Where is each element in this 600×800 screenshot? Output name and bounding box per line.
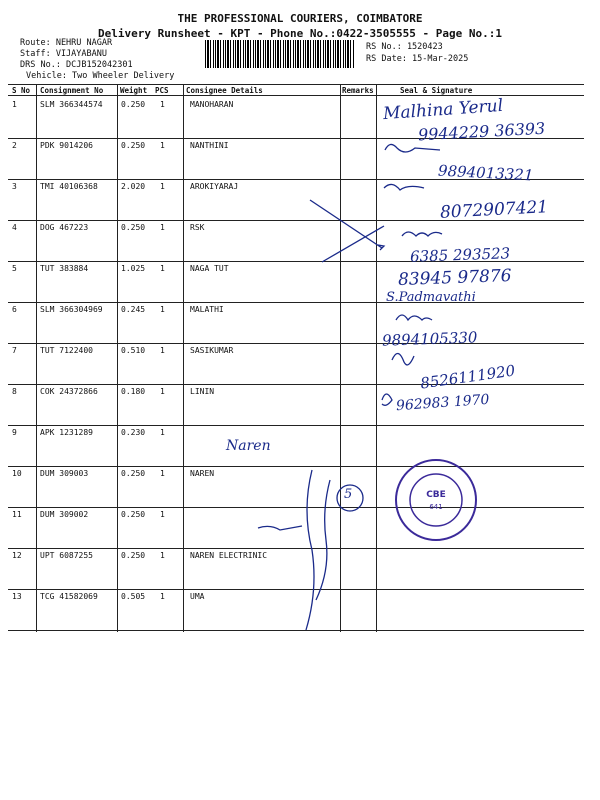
col-divider	[376, 84, 377, 632]
row-pcs: 1	[160, 305, 165, 314]
row-sno: 1	[12, 100, 17, 109]
row-consignment-no: UPT 6087255	[40, 551, 93, 560]
row-consignment-no: DOG 467223	[40, 223, 89, 232]
barcode	[205, 40, 355, 68]
handwritten-phone-2: 9894013321	[437, 161, 534, 185]
handwritten-phone-7: 8526111920	[419, 361, 517, 393]
row-weight: 0.510	[121, 346, 146, 355]
row-sno: 3	[12, 182, 17, 191]
handwritten-phone-5: 83945 97876	[397, 266, 512, 290]
row-weight: 0.230	[121, 428, 146, 437]
handwritten-phone-8: 962983 1970	[395, 391, 490, 415]
row-sno: 4	[12, 223, 17, 232]
row-divider	[8, 589, 584, 590]
row-consignee: RSK	[190, 223, 205, 232]
row-pcs: 1	[160, 223, 165, 232]
row-divider	[8, 343, 584, 344]
row-consignee: NAGA TUT	[190, 264, 229, 273]
row-consignment-no: TMI 40106368	[40, 182, 98, 191]
handwritten-note-naren: Naren	[226, 438, 271, 454]
signature-scribble-6	[396, 315, 432, 320]
signature-scribble-8	[382, 394, 392, 405]
col-divider	[117, 84, 118, 632]
vehicle-label: Vehicle: Two Wheeler Delivery	[26, 71, 175, 81]
cross-stroke-a	[310, 200, 382, 248]
arrow-head	[378, 245, 384, 250]
signature-scribble-2	[385, 144, 440, 152]
row-consignment-no: DUM 309003	[40, 469, 89, 478]
row-consignee: NAREN	[190, 469, 215, 478]
row-consignment-no: TCG 41582069	[40, 592, 98, 601]
signature-row-1: Malhina Yerul	[382, 95, 504, 125]
col-header-remarks: Remarks	[342, 86, 374, 95]
row-consignee: NANTHINI	[190, 141, 229, 150]
handwritten-phone-1: 9944229 36393	[417, 118, 546, 145]
row-consignee: NAREN ELECTRINIC	[190, 551, 268, 560]
row-weight: 0.250	[121, 510, 146, 519]
row-pcs: 1	[160, 264, 165, 273]
row-weight: 0.250	[121, 100, 146, 109]
row-consignee: MANOHARAN	[190, 100, 234, 109]
row-divider	[8, 220, 584, 221]
row-consignment-no: COK 24372866	[40, 387, 98, 396]
row-pcs: 1	[160, 182, 165, 191]
row-pcs: 1	[160, 510, 165, 519]
svg-text:641: 641	[429, 503, 443, 511]
cross-stroke-b	[322, 226, 384, 262]
row-consignee: AROKIYARAJ	[190, 182, 239, 191]
row-consignment-no: SLM 366304969	[40, 305, 103, 314]
row-consignee: LININ	[190, 387, 215, 396]
row-pcs: 1	[160, 141, 165, 150]
row-consignment-no: SLM 366344574	[40, 100, 103, 109]
col-divider	[183, 84, 184, 632]
row-weight: 0.250	[121, 551, 146, 560]
col-divider	[340, 84, 341, 632]
row-pcs: 1	[160, 551, 165, 560]
row-consignee: SASIKUMAR	[190, 346, 234, 355]
row-sno: 6	[12, 305, 17, 314]
row-weight: 1.025	[121, 264, 146, 273]
handwritten-phone-4: 6385 293523	[409, 244, 511, 266]
row-sno: 11	[12, 510, 22, 519]
rs-date: RS Date: 15-Mar-2025	[366, 54, 469, 64]
row-weight: 0.245	[121, 305, 146, 314]
row-divider	[8, 302, 584, 303]
row-sno: 5	[12, 264, 17, 273]
company-title: THE PROFESSIONAL COURIERS, COIMBATORE	[177, 12, 423, 25]
row-consignee: UMA	[190, 592, 205, 601]
row-weight: 0.180	[121, 387, 146, 396]
row-divider	[8, 384, 584, 385]
col-divider	[36, 84, 37, 632]
row-pcs: 1	[160, 387, 165, 396]
row-weight: 0.505	[121, 592, 146, 601]
col-header-signature: Seal & Signature	[400, 86, 473, 95]
row-consignment-no: DUM 309002	[40, 510, 89, 519]
col-header-consignment: Consignment No	[40, 86, 104, 95]
row-consignment-no: TUT 7122400	[40, 346, 93, 355]
signature-scribble-4	[402, 232, 442, 236]
row-consignment-no: TUT 383884	[40, 264, 89, 273]
row-weight: 2.020	[121, 182, 146, 191]
col-header-pcs: PCS	[155, 86, 169, 95]
row-sno: 9	[12, 428, 17, 437]
route-label: Route: NEHRU NAGAR	[20, 38, 113, 48]
staff-label: Staff: VIJAYABANU	[20, 49, 107, 59]
row-weight: 0.250	[121, 223, 146, 232]
vertical-ink-stroke	[316, 480, 330, 600]
row-weight: 0.250	[121, 469, 146, 478]
row-divider	[8, 630, 584, 631]
ditto-mark	[258, 526, 302, 530]
row-pcs: 1	[160, 592, 165, 601]
drs-number: DRS No.: DCJB152042301	[20, 60, 133, 70]
row-sno: 10	[12, 469, 22, 478]
row-divider	[8, 425, 584, 426]
handwritten-phone-6: 9894105330	[381, 328, 478, 350]
row-consignment-no: APK 1231289	[40, 428, 93, 437]
row-divider	[8, 466, 584, 467]
runsheet-subtitle: Delivery Runsheet - KPT - Phone No.:0422-3505555 - Page No.:1	[98, 27, 502, 40]
row-sno: 13	[12, 592, 22, 601]
vertical-ink-stroke	[306, 470, 314, 630]
col-header-weight: Weight	[120, 86, 148, 95]
row-sno: 8	[12, 387, 17, 396]
row-pcs: 1	[160, 346, 165, 355]
handwritten-name-6: S.Padmavathi	[386, 290, 476, 305]
handwritten-phone-3: 8072907421	[439, 197, 549, 223]
row-pcs: 1	[160, 469, 165, 478]
signature-scribble-3	[384, 184, 424, 190]
svg-text:CBE: CBE	[426, 490, 446, 500]
row-divider	[8, 548, 584, 549]
row-sno: 7	[12, 346, 17, 355]
stamp-text	[396, 460, 476, 540]
row-consignment-no: PDK 9014206	[40, 141, 93, 150]
row-divider	[8, 507, 584, 508]
col-header-consignee: Consignee Details	[186, 86, 263, 95]
row-weight: 0.250	[121, 141, 146, 150]
row-pcs: 1	[160, 428, 165, 437]
signature-scribble-7	[392, 353, 414, 364]
table-top-rule	[8, 84, 584, 85]
row-pcs: 1	[160, 100, 165, 109]
row-consignee: MALATHI	[190, 305, 224, 314]
circled-count: 5	[344, 487, 353, 502]
row-sno: 12	[12, 551, 22, 560]
row-sno: 2	[12, 141, 17, 150]
col-header-sno: S No	[12, 86, 31, 95]
rs-number: RS No.: 1520423	[366, 42, 443, 52]
